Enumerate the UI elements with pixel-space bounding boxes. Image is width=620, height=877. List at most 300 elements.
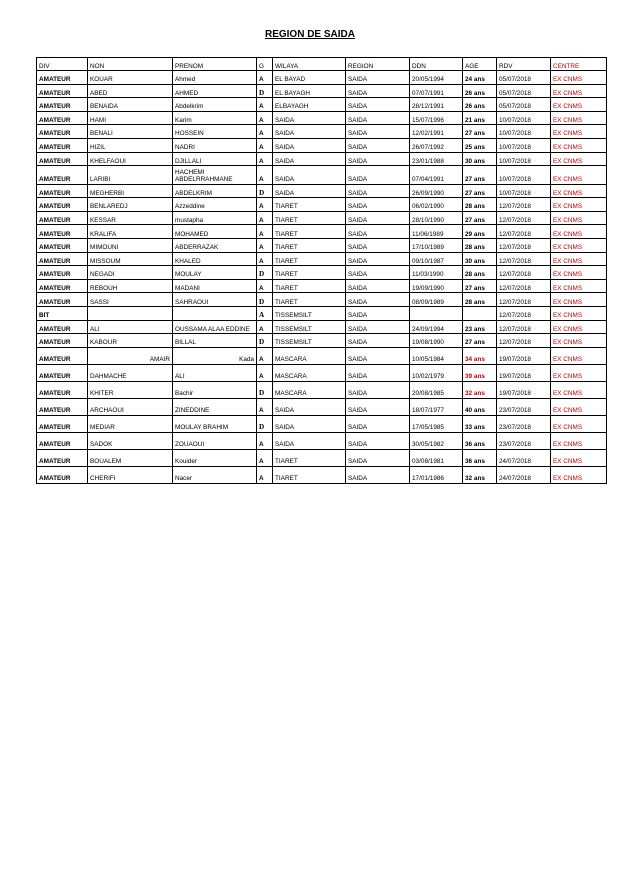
cell-region: SAIDA	[346, 432, 410, 449]
cell-rdv: 10/07/2018	[497, 111, 551, 125]
cell-centre: EX CNMS	[551, 225, 607, 239]
cell-g: D	[257, 84, 273, 98]
cell-age: 39 ans	[463, 364, 497, 381]
cell-div: AMATEUR	[37, 334, 88, 348]
cell-rdv: 05/07/2018	[497, 84, 551, 98]
cell-region: SAIDA	[346, 225, 410, 239]
cell-wilaya: MASCARA	[273, 381, 346, 398]
cell-age: 40 ans	[463, 398, 497, 415]
table-row	[37, 166, 607, 185]
table-row	[37, 198, 607, 212]
cell-div: AMATEUR	[37, 415, 88, 432]
cell-nom: HIZIL	[88, 138, 173, 152]
cell-ddn: 09/10/1987	[410, 252, 463, 266]
cell-div: AMATEUR	[37, 252, 88, 266]
cell-age: 32 ans	[463, 381, 497, 398]
cell-rdv: 12/07/2018	[497, 252, 551, 266]
cell-ddn: 28/12/1991	[410, 98, 463, 112]
cell-prenom: Azzeddine	[173, 198, 257, 212]
table-row	[37, 449, 607, 466]
cell-age: 23 ans	[463, 320, 497, 334]
cell-g: A	[257, 347, 273, 364]
cell-nom: HAMI	[88, 111, 173, 125]
cell-wilaya: TISSEMSILT	[273, 334, 346, 348]
cell-region: SAIDA	[346, 198, 410, 212]
cell-g: A	[257, 98, 273, 112]
col-header-centre: CENTRE	[551, 58, 607, 71]
cell-age: 27 ans	[463, 211, 497, 225]
cell-rdv: 12/07/2018	[497, 293, 551, 307]
cell-wilaya: TIARET	[273, 449, 346, 466]
cell-region: SAIDA	[346, 279, 410, 293]
cell-div: AMATEUR	[37, 211, 88, 225]
cell-prenom: HOSSEIN	[173, 125, 257, 139]
cell-nom: MISSOUM	[88, 252, 173, 266]
cell-centre: EX CNMS	[551, 449, 607, 466]
cell-nom: LARIBI	[88, 166, 173, 185]
cell-div: AMATEUR	[37, 449, 88, 466]
table-row	[37, 152, 607, 166]
cell-rdv: 12/07/2018	[497, 225, 551, 239]
cell-centre: EX CNMS	[551, 239, 607, 253]
table-row	[37, 415, 607, 432]
cell-prenom: ABDERRAZAK	[173, 239, 257, 253]
cell-ddn: 17/10/1989	[410, 239, 463, 253]
cell-wilaya: SAIDA	[273, 152, 346, 166]
cell-age: 30 ans	[463, 152, 497, 166]
cell-nom: SASSI	[88, 293, 173, 307]
cell-div: AMATEUR	[37, 266, 88, 280]
cell-region: SAIDA	[346, 449, 410, 466]
cell-centre: EX CNMS	[551, 320, 607, 334]
cell-wilaya: MASCARA	[273, 347, 346, 364]
col-header-wilaya: WILAYA	[273, 58, 346, 71]
cell-centre: EX CNMS	[551, 198, 607, 212]
cell-g: A	[257, 111, 273, 125]
table-row	[37, 111, 607, 125]
cell-centre: EX CNMS	[551, 398, 607, 415]
cell-div: AMATEUR	[37, 347, 88, 364]
table-row	[37, 239, 607, 253]
cell-nom: ALI	[88, 320, 173, 334]
cell-ddn: 17/01/1986	[410, 466, 463, 483]
cell-age: 27 ans	[463, 125, 497, 139]
cell-nom: KABOUR	[88, 334, 173, 348]
cell-centre: EX CNMS	[551, 211, 607, 225]
cell-centre: EX CNMS	[551, 415, 607, 432]
cell-age: 33 ans	[463, 415, 497, 432]
cell-ddn: 07/07/1991	[410, 84, 463, 98]
cell-centre: EX CNMS	[551, 152, 607, 166]
cell-prenom: Karim	[173, 111, 257, 125]
table-row	[37, 98, 607, 112]
cell-centre: EX CNMS	[551, 266, 607, 280]
cell-age: 30 ans	[463, 252, 497, 266]
cell-centre: EX CNMS	[551, 252, 607, 266]
cell-rdv: 10/07/2018	[497, 125, 551, 139]
cell-div: AMATEUR	[37, 279, 88, 293]
table-row	[37, 398, 607, 415]
cell-ddn: 20/05/1994	[410, 71, 463, 85]
cell-ddn: 26/07/1992	[410, 138, 463, 152]
cell-rdv: 05/07/2018	[497, 71, 551, 85]
cell-region: SAIDA	[346, 84, 410, 98]
cell-g: D	[257, 334, 273, 348]
cell-prenom: Abdelkrim	[173, 98, 257, 112]
cell-div: BIT	[37, 307, 88, 321]
cell-prenom: OUSSAMA ALAA EDDINE	[173, 320, 257, 334]
table-row	[37, 125, 607, 139]
cell-div: AMATEUR	[37, 71, 88, 85]
cell-g: D	[257, 184, 273, 198]
cell-wilaya: TIARET	[273, 466, 346, 483]
cell-nom: DAHMACHE	[88, 364, 173, 381]
cell-age: 27 ans	[463, 166, 497, 185]
cell-g: A	[257, 398, 273, 415]
cell-ddn: 12/02/1991	[410, 125, 463, 139]
cell-region: SAIDA	[346, 320, 410, 334]
cell-nom: BENLAREDJ	[88, 198, 173, 212]
table-row	[37, 293, 607, 307]
cell-rdv: 23/07/2018	[497, 415, 551, 432]
cell-rdv: 05/07/2018	[497, 98, 551, 112]
cell-wilaya: SAIDA	[273, 432, 346, 449]
cell-div: AMATEUR	[37, 239, 88, 253]
cell-g: A	[257, 252, 273, 266]
cell-age: 27 ans	[463, 279, 497, 293]
cell-wilaya: SAIDA	[273, 166, 346, 185]
cell-age: 34 ans	[463, 347, 497, 364]
cell-rdv: 19/07/2018	[497, 347, 551, 364]
cell-g: A	[257, 125, 273, 139]
cell-rdv: 19/07/2018	[497, 381, 551, 398]
cell-g: A	[257, 279, 273, 293]
cell-region: SAIDA	[346, 211, 410, 225]
cell-region: SAIDA	[346, 98, 410, 112]
cell-div: AMATEUR	[37, 84, 88, 98]
cell-div: AMATEUR	[37, 364, 88, 381]
table-row	[37, 466, 607, 483]
table-row	[37, 381, 607, 398]
cell-wilaya: TISSEMSILT	[273, 307, 346, 321]
cell-div: AMATEUR	[37, 225, 88, 239]
cell-div: AMATEUR	[37, 152, 88, 166]
cell-rdv: 10/07/2018	[497, 166, 551, 185]
cell-region: SAIDA	[346, 166, 410, 185]
col-header-rdv: RDV	[497, 58, 551, 71]
cell-region: SAIDA	[346, 252, 410, 266]
cell-g: A	[257, 466, 273, 483]
table-row	[37, 432, 607, 449]
cell-nom: KOUAR	[88, 71, 173, 85]
cell-age: 36 ans	[463, 449, 497, 466]
cell-nom: MIMOUNI	[88, 239, 173, 253]
cell-g: D	[257, 293, 273, 307]
cell-nom: KESSAR	[88, 211, 173, 225]
cell-region: SAIDA	[346, 152, 410, 166]
cell-centre: EX CNMS	[551, 125, 607, 139]
table-row	[37, 71, 607, 85]
cell-nom: BOUALEM	[88, 449, 173, 466]
cell-rdv: 23/07/2018	[497, 398, 551, 415]
cell-nom: BENALI	[88, 125, 173, 139]
col-header-nom: NON	[88, 58, 173, 71]
cell-nom: BENAIDA	[88, 98, 173, 112]
table-row	[37, 334, 607, 348]
table-row	[37, 211, 607, 225]
cell-prenom: AHMED	[173, 84, 257, 98]
cell-g: A	[257, 432, 273, 449]
cell-nom: AMAIR	[88, 347, 173, 364]
cell-region: SAIDA	[346, 307, 410, 321]
cell-centre: EX CNMS	[551, 466, 607, 483]
cell-wilaya: TIARET	[273, 239, 346, 253]
cell-age: 32 ans	[463, 466, 497, 483]
table-row	[37, 364, 607, 381]
cell-centre: EX CNMS	[551, 184, 607, 198]
table-row	[37, 225, 607, 239]
cell-ddn: 30/05/1982	[410, 432, 463, 449]
cell-age	[463, 307, 497, 321]
cell-region: SAIDA	[346, 125, 410, 139]
cell-centre: EX CNMS	[551, 111, 607, 125]
cell-region: SAIDA	[346, 466, 410, 483]
cell-g: D	[257, 415, 273, 432]
cell-g: A	[257, 225, 273, 239]
cell-prenom: MOULAY BRAHIM	[173, 415, 257, 432]
cell-nom: ARCHAOUI	[88, 398, 173, 415]
cell-div: AMATEUR	[37, 320, 88, 334]
col-header-age: AGE	[463, 58, 497, 71]
page-title: REGION DE SAIDA	[264, 29, 355, 40]
cell-prenom: MOHAMED	[173, 225, 257, 239]
cell-wilaya: SAIDA	[273, 184, 346, 198]
cell-wilaya: TISSEMSILT	[273, 320, 346, 334]
cell-div: AMATEUR	[37, 432, 88, 449]
cell-ddn: 10/02/1979	[410, 364, 463, 381]
table-row	[37, 266, 607, 280]
cell-age: 25 ans	[463, 138, 497, 152]
cell-nom: REBOUH	[88, 279, 173, 293]
cell-g: A	[257, 239, 273, 253]
cell-div: AMATEUR	[37, 111, 88, 125]
cell-wilaya: SAIDA	[273, 111, 346, 125]
cell-wilaya: TIARET	[273, 266, 346, 280]
cell-age: 26 ans	[463, 84, 497, 98]
cell-nom: SADOK	[88, 432, 173, 449]
cell-prenom: MOULAY	[173, 266, 257, 280]
cell-rdv: 23/07/2018	[497, 432, 551, 449]
col-header-div: DIV	[37, 58, 88, 71]
cell-rdv: 12/07/2018	[497, 334, 551, 348]
cell-rdv: 10/07/2018	[497, 184, 551, 198]
cell-div: AMATEUR	[37, 381, 88, 398]
cell-rdv: 10/07/2018	[497, 138, 551, 152]
cell-age: 28 ans	[463, 198, 497, 212]
cell-div: AMATEUR	[37, 198, 88, 212]
cell-wilaya: TIARET	[273, 293, 346, 307]
cell-nom: MEGHERBI	[88, 184, 173, 198]
cell-ddn: 26/09/1990	[410, 184, 463, 198]
cell-centre: EX CNMS	[551, 166, 607, 185]
cell-wilaya: EL BAYAGH	[273, 84, 346, 98]
cell-prenom: KHALED	[173, 252, 257, 266]
cell-g: A	[257, 152, 273, 166]
cell-g: A	[257, 198, 273, 212]
cell-ddn: 18/07/1977	[410, 398, 463, 415]
cell-prenom: Bachir	[173, 381, 257, 398]
cell-div: AMATEUR	[37, 125, 88, 139]
cell-age: 28 ans	[463, 239, 497, 253]
cell-ddn: 20/08/1985	[410, 381, 463, 398]
cell-region: SAIDA	[346, 381, 410, 398]
cell-wilaya: SAIDA	[273, 415, 346, 432]
col-header-ddn: DDN	[410, 58, 463, 71]
cell-rdv: 12/07/2018	[497, 239, 551, 253]
cell-nom: CHERIFI	[88, 466, 173, 483]
cell-ddn	[410, 307, 463, 321]
cell-prenom	[173, 307, 257, 321]
table-row	[37, 184, 607, 198]
cell-age: 27 ans	[463, 334, 497, 348]
cell-centre: EX CNMS	[551, 334, 607, 348]
cell-nom: MEDIAR	[88, 415, 173, 432]
cell-prenom: SAHRAOUI	[173, 293, 257, 307]
cell-region: SAIDA	[346, 347, 410, 364]
cell-wilaya: SAIDA	[273, 398, 346, 415]
cell-ddn: 19/09/1990	[410, 279, 463, 293]
cell-prenom: Nacer	[173, 466, 257, 483]
cell-age: 27 ans	[463, 184, 497, 198]
cell-wilaya: EL BAYAD	[273, 71, 346, 85]
cell-region: SAIDA	[346, 334, 410, 348]
cell-wilaya: TIARET	[273, 211, 346, 225]
cell-ddn: 11/03/1990	[410, 266, 463, 280]
roster-table	[36, 57, 607, 484]
cell-wilaya: ELBAYAGH	[273, 98, 346, 112]
cell-wilaya: SAIDA	[273, 125, 346, 139]
cell-g: D	[257, 381, 273, 398]
cell-region: SAIDA	[346, 111, 410, 125]
cell-ddn: 10/05/1984	[410, 347, 463, 364]
cell-g: D	[257, 266, 273, 280]
cell-ddn: 24/09/1994	[410, 320, 463, 334]
cell-g: A	[257, 71, 273, 85]
cell-rdv: 12/07/2018	[497, 307, 551, 321]
cell-age: 29 ans	[463, 225, 497, 239]
cell-rdv: 12/07/2018	[497, 211, 551, 225]
cell-rdv: 12/07/2018	[497, 279, 551, 293]
cell-centre: EX CNMS	[551, 364, 607, 381]
cell-ddn: 19/08/1990	[410, 334, 463, 348]
cell-nom: KHITER	[88, 381, 173, 398]
cell-rdv: 12/07/2018	[497, 198, 551, 212]
cell-rdv: 24/07/2018	[497, 466, 551, 483]
col-header-prenom: PRENOM	[173, 58, 257, 71]
cell-g: A	[257, 211, 273, 225]
cell-g: A	[257, 320, 273, 334]
cell-wilaya: TIARET	[273, 252, 346, 266]
cell-div: AMATEUR	[37, 466, 88, 483]
cell-prenom: HACHEMI ABDELRRAHMANE	[173, 166, 257, 185]
cell-region: SAIDA	[346, 415, 410, 432]
col-header-g: G	[257, 58, 273, 71]
cell-region: SAIDA	[346, 266, 410, 280]
cell-age: 21 ans	[463, 111, 497, 125]
cell-g: A	[257, 138, 273, 152]
cell-rdv: 12/07/2018	[497, 266, 551, 280]
cell-centre: EX CNMS	[551, 293, 607, 307]
cell-rdv: 24/07/2018	[497, 449, 551, 466]
cell-ddn: 11/06/1989	[410, 225, 463, 239]
cell-prenom: ALI	[173, 364, 257, 381]
cell-centre: EX CNMS	[551, 71, 607, 85]
cell-prenom: ZOUAOUI	[173, 432, 257, 449]
table-row	[37, 138, 607, 152]
cell-g: A	[257, 166, 273, 185]
cell-prenom: DJILLALI	[173, 152, 257, 166]
cell-nom: KHELFAOUI	[88, 152, 173, 166]
header-row	[37, 58, 607, 71]
cell-prenom: Ahmed	[173, 71, 257, 85]
table-row	[37, 347, 607, 364]
cell-div: AMATEUR	[37, 184, 88, 198]
cell-age: 28 ans	[463, 266, 497, 280]
cell-centre: EX CNMS	[551, 279, 607, 293]
cell-region: SAIDA	[346, 364, 410, 381]
cell-prenom: mustapha	[173, 211, 257, 225]
cell-region: SAIDA	[346, 184, 410, 198]
cell-g: A	[257, 307, 273, 321]
cell-ddn: 15/07/1996	[410, 111, 463, 125]
cell-region: SAIDA	[346, 293, 410, 307]
cell-region: SAIDA	[346, 239, 410, 253]
cell-centre: EX CNMS	[551, 432, 607, 449]
cell-div: AMATEUR	[37, 293, 88, 307]
cell-div: AMATEUR	[37, 166, 88, 185]
cell-centre: EX CNMS	[551, 98, 607, 112]
cell-wilaya: TIARET	[273, 198, 346, 212]
cell-age: 28 ans	[463, 293, 497, 307]
cell-nom	[88, 307, 173, 321]
cell-centre: EX CNMS	[551, 138, 607, 152]
cell-age: 26 ans	[463, 98, 497, 112]
cell-ddn: 17/05/1985	[410, 415, 463, 432]
cell-g: A	[257, 364, 273, 381]
cell-centre: EX CNMS	[551, 347, 607, 364]
cell-region: SAIDA	[346, 71, 410, 85]
table-row	[37, 279, 607, 293]
cell-rdv: 12/07/2018	[497, 320, 551, 334]
cell-prenom: MADANI	[173, 279, 257, 293]
cell-wilaya: SAIDA	[273, 138, 346, 152]
cell-ddn: 08/09/1989	[410, 293, 463, 307]
cell-ddn: 06/02/1990	[410, 198, 463, 212]
cell-ddn: 03/08/1981	[410, 449, 463, 466]
cell-nom: ABED	[88, 84, 173, 98]
cell-ddn: 28/10/1990	[410, 211, 463, 225]
cell-div: AMATEUR	[37, 98, 88, 112]
cell-region: SAIDA	[346, 398, 410, 415]
cell-prenom: BILLAL	[173, 334, 257, 348]
cell-wilaya: TIARET	[273, 279, 346, 293]
cell-prenom: NADRI	[173, 138, 257, 152]
table-row	[37, 320, 607, 334]
cell-nom: NEGADI	[88, 266, 173, 280]
cell-region: SAIDA	[346, 138, 410, 152]
cell-prenom: ABDELKRIM	[173, 184, 257, 198]
cell-nom: KRALIFA	[88, 225, 173, 239]
